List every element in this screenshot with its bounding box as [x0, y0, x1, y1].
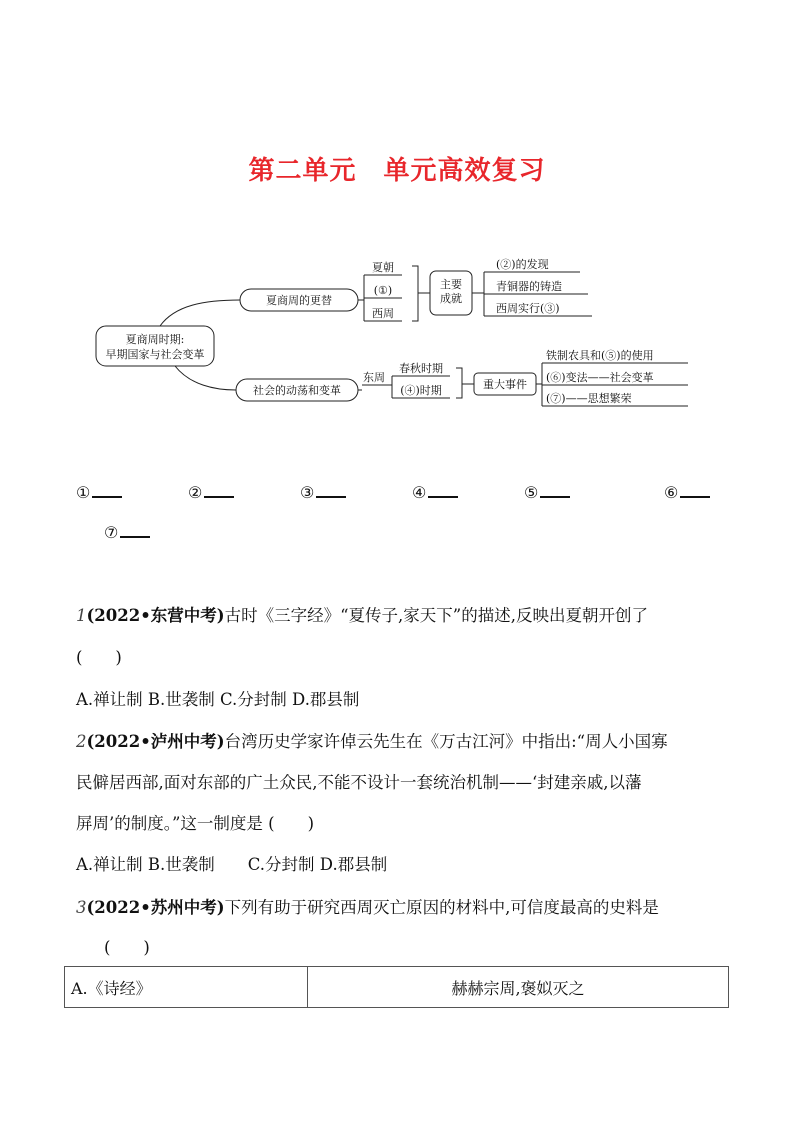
- blank-answers: [0, 478, 794, 548]
- blank-item[interactable]: ①: [76, 482, 122, 502]
- question-2-line2: 民僻居西部,面对东部的广土众民,不能不设计一套统治机制——‘封建亲戚,以藩: [76, 773, 642, 792]
- branch2-label: 社会的动荡和变革: [253, 384, 341, 397]
- table-cell-source: A.《诗经》: [65, 967, 308, 1008]
- question-2-line3: 屏周’的制度。”这一制度是 ( ): [76, 814, 315, 833]
- dongzhou-label: 东周: [363, 371, 385, 384]
- achievement-2: 青铜器的铸造: [496, 280, 562, 293]
- question-3-options-table: [64, 966, 729, 1008]
- xia-label: 夏朝: [372, 261, 394, 274]
- root-line1: 夏商周时期:: [125, 333, 185, 346]
- blank-item[interactable]: ⑥: [664, 482, 710, 502]
- connector-root-branch1: [160, 300, 240, 326]
- achievements-line2: 成就: [440, 292, 462, 305]
- question-1: 1(2022•东营中考)古时《三字经》“夏传子,家天下”的描述,反映出夏朝开创了: [76, 606, 648, 625]
- table-row[interactable]: [65, 967, 729, 1008]
- achievements-line1: 主要: [440, 278, 462, 291]
- question-1-answer-paren: ( ): [76, 648, 122, 667]
- achievement-1: (②)的发现: [496, 258, 549, 271]
- blank-item[interactable]: ⑤: [524, 482, 570, 502]
- question-3: 3(2022•苏州中考)下列有助于研究西周灭亡原因的材料中,可信度最高的史料是: [76, 898, 659, 917]
- branch1-label: 夏商周的更替: [266, 294, 332, 307]
- event-1: 铁制农具和(⑤)的使用: [546, 349, 654, 362]
- blank1-label: (①): [373, 284, 393, 297]
- blank-item[interactable]: ②: [188, 482, 234, 502]
- events-label: 重大事件: [483, 378, 527, 391]
- achievement-3: 西周实行(③): [496, 302, 560, 315]
- question-2-options: A.禅让制 B.世袭制 C.分封制 D.郡县制: [76, 855, 388, 874]
- blank-item[interactable]: ③: [300, 482, 346, 502]
- blank-item[interactable]: ④: [412, 482, 458, 502]
- root-line2: 早期国家与社会变革: [105, 348, 205, 361]
- chunqiu-label: 春秋时期: [399, 362, 443, 375]
- question-1-options: A.禅让制 B.世袭制 C.分封制 D.郡县制: [76, 690, 360, 709]
- table-cell-content: 赫赫宗周,褒姒灭之: [308, 967, 729, 1008]
- xizhou-label: 西周: [372, 307, 394, 320]
- connector-root-branch2: [175, 366, 236, 390]
- event-3: (⑦)——思想繁荣: [546, 392, 632, 405]
- blank-item[interactable]: ⑦: [104, 522, 150, 542]
- mind-map: [0, 0, 794, 420]
- event-2: (⑥)变法——社会变革: [546, 371, 654, 384]
- page-title: 第二单元 单元高效复习: [248, 156, 546, 186]
- question-3-answer-paren: ( ): [104, 938, 150, 957]
- blank4-label: (④)时期: [400, 384, 442, 397]
- question-2: 2(2022•泸州中考)台湾历史学家许倬云先生在《万古江河》中指出:“周人小国寡: [76, 732, 668, 751]
